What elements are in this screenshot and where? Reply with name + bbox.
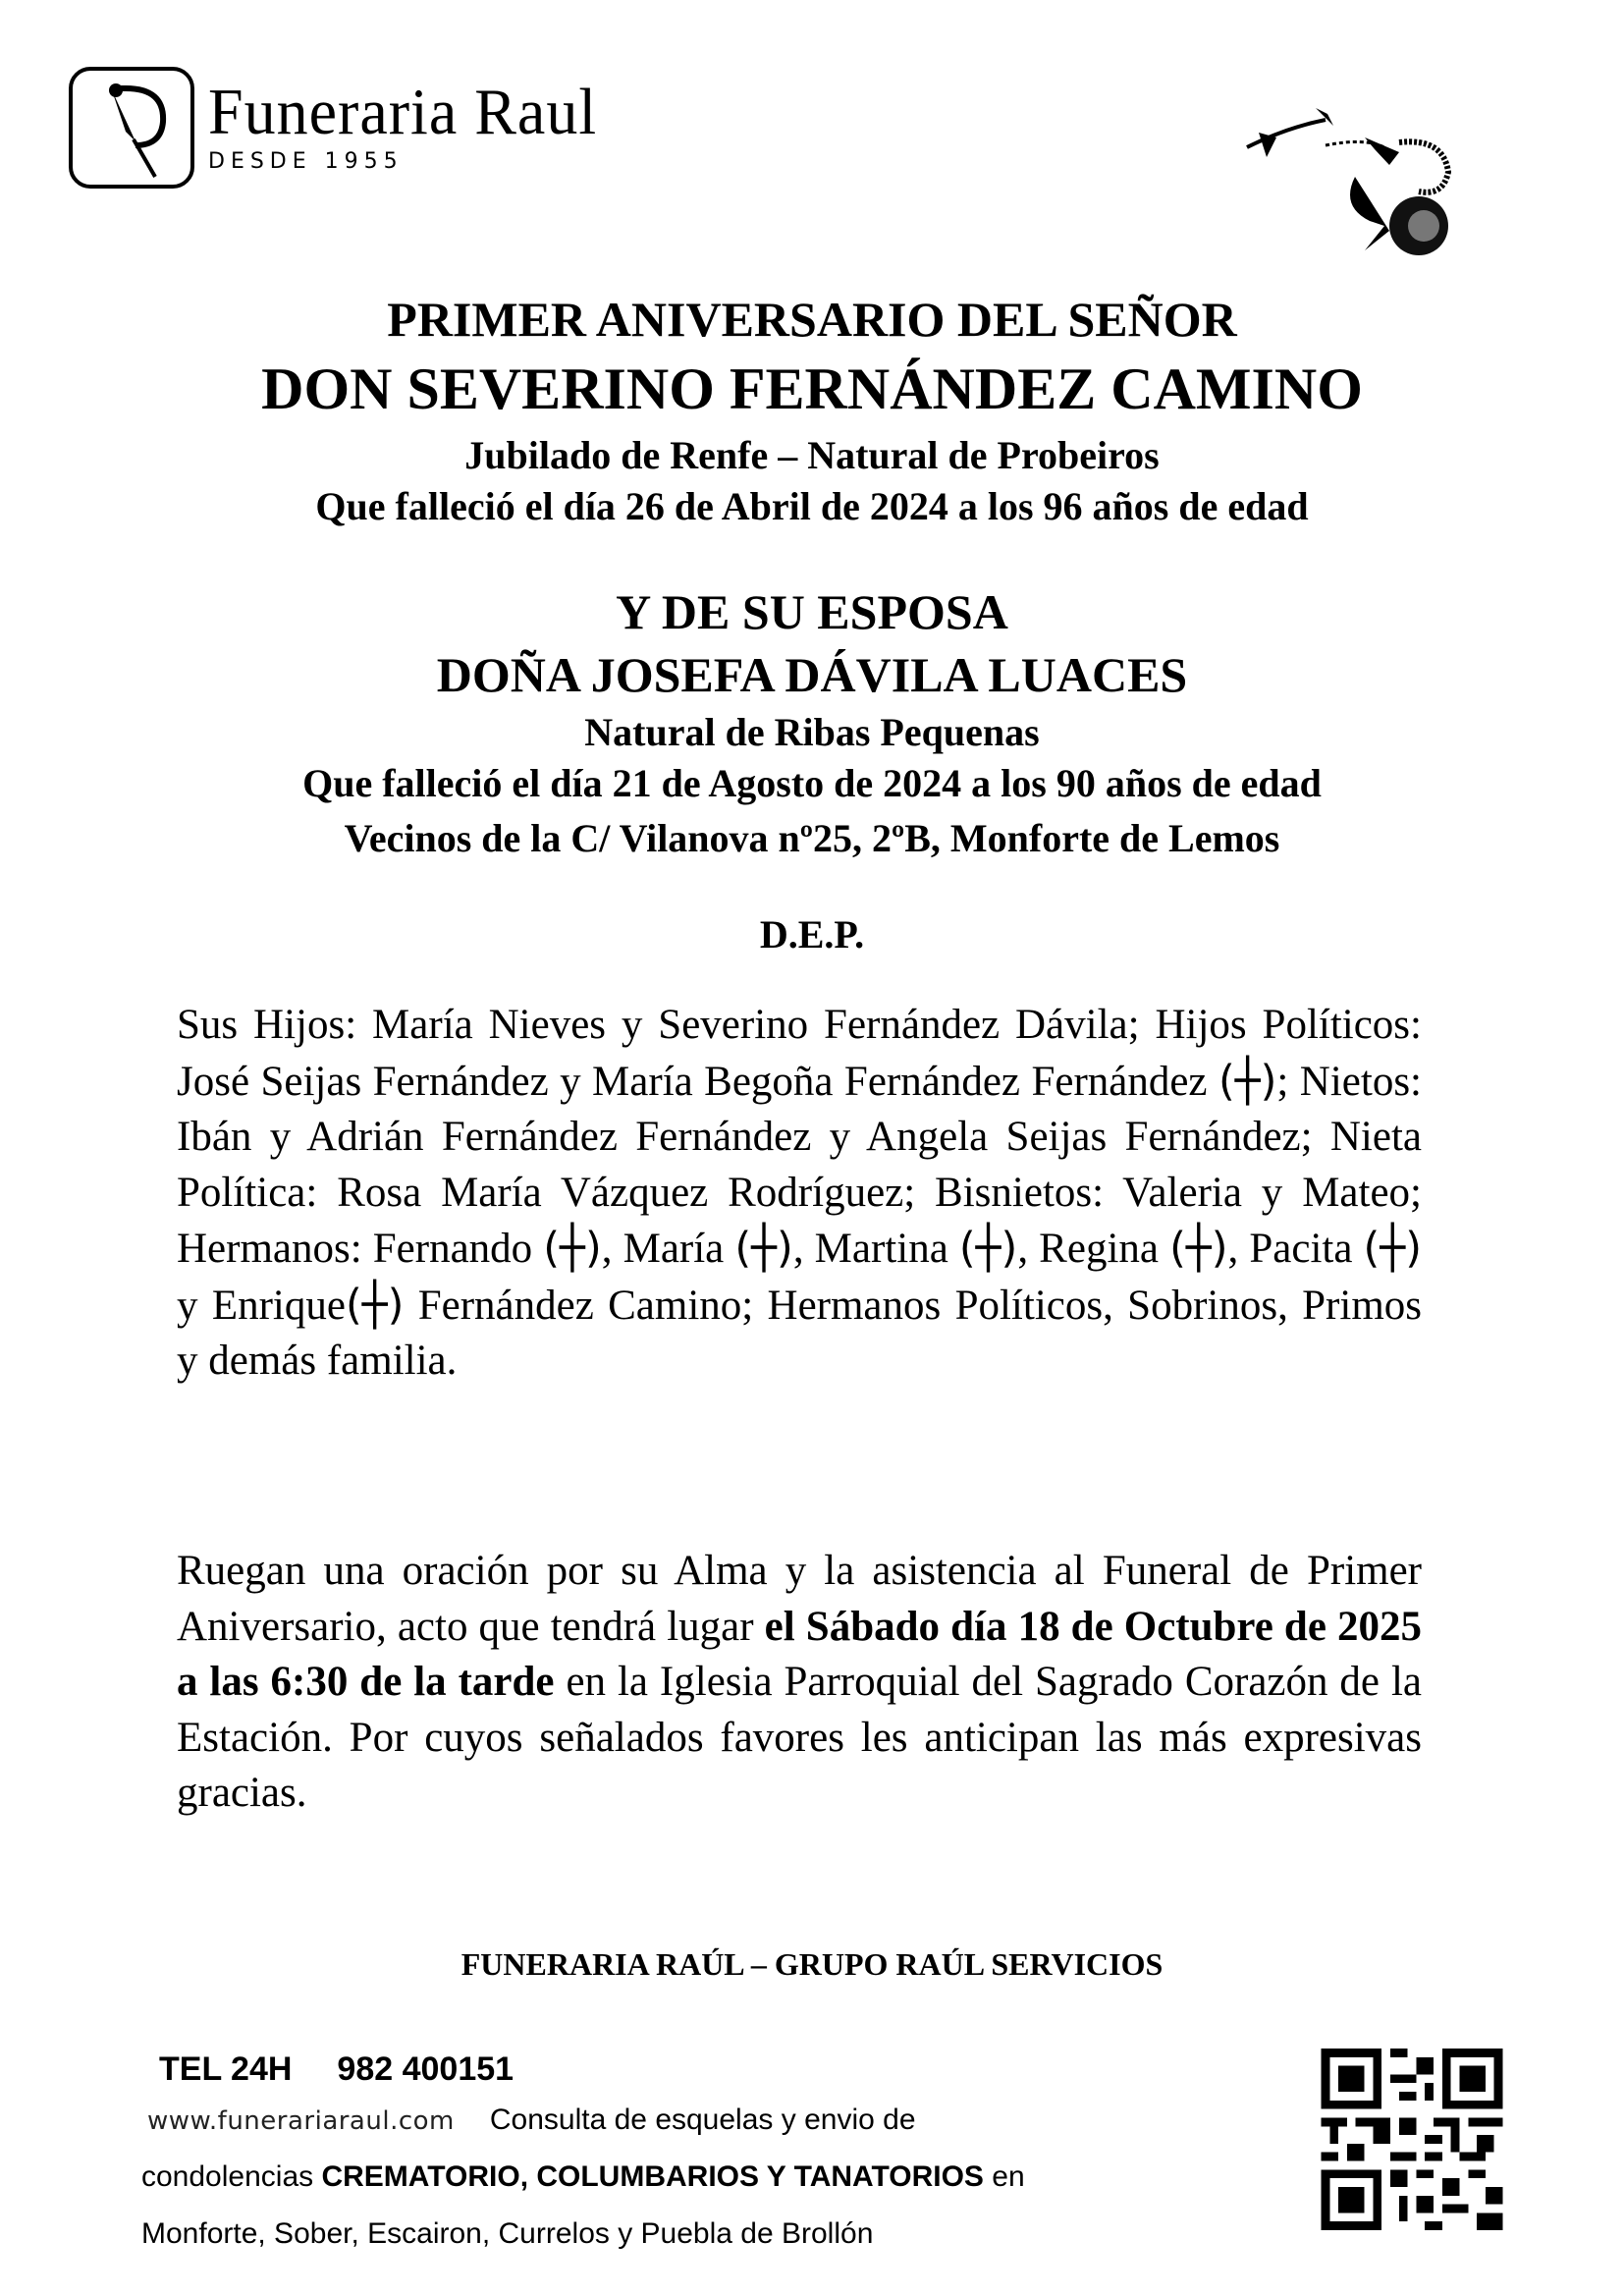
family-text: , Pacita — [1227, 1226, 1364, 1272]
invitation-paragraph — [177, 1544, 1422, 1822]
footer-group-name: FUNERARIA RAÚL – GRUPO RAÚL SERVICIOS — [460, 1946, 1164, 1982]
address: Vecinos de la C/ Vilanova nº25, 2ºB, Monforte de Lemos — [344, 816, 1280, 860]
services-text: CREMATORIO, COLUMBARIOS Y TANATORIOS — [321, 2160, 984, 2193]
invitation-intro: Ruegan una oración por su Alma y la asistencia al Funeral de Primer Aniversario, acto que tendrá lugar — [177, 1548, 1422, 1650]
ceremony-place: en la Iglesia Parroquial del Sagrado Corazón de la Estación. Por cuyos señalados favores les anticipan las más expresivas gracias. — [177, 1659, 1422, 1816]
family-text: , Regina — [1017, 1226, 1170, 1272]
ceremony-date-time: el Sábado día 18 de Octubre de 2025 a las 6:30 de la tarde — [177, 1603, 1422, 1705]
deceased-2-info: Natural de Ribas Pequenas — [584, 710, 1040, 754]
consult-text: Consulta de esquelas y envio de — [489, 2104, 916, 2136]
cross-icon: (┼) — [1363, 1224, 1422, 1273]
family-text: Sus Hijos: María Nieves y Severino Fernández Dávila; Hijos Políticos: José Seijas Fernández y María Begoña Fernández Fernández — [177, 1002, 1422, 1105]
family-text: , Martina — [792, 1226, 959, 1272]
qr-code-icon[interactable] — [1314, 2049, 1510, 2230]
services-suffix: en — [983, 2160, 1025, 2193]
family-text: , María — [601, 1226, 735, 1272]
deceased-1-info: Jubilado de Renfe – Natural de Probeiros — [464, 433, 1160, 477]
website-link[interactable]: www.funerariaraul.com — [147, 2106, 455, 2136]
flower-decoration-icon — [1218, 88, 1512, 275]
website-line — [147, 2104, 916, 2137]
logo-since: DESDE 1955 — [208, 149, 404, 174]
deceased-2-name: DOÑA JOSEFA DÁVILA LUACES — [436, 647, 1188, 702]
deceased-1-death: Que falleció el día 26 de Abril de 2024 a los 96 años de edad — [315, 484, 1309, 528]
logo-name: Funeraria Raul — [208, 75, 598, 148]
family-text: ; Nietos: Ibán y Adrián Fernández Fernández y Angela Seijas Fernández; Nieta Política: Rosa María Vázquez Rodríguez; Bisnietos: Valeria y Mateo; Hermanos: Fernando — [177, 1058, 1422, 1272]
family-text: y Enrique — [177, 1282, 346, 1329]
deceased-1-name: DON SEVERINO FERNÁNDEZ CAMINO — [261, 356, 1363, 421]
cross-icon: (┼) — [1169, 1224, 1228, 1273]
tel-label: TEL 24H — [159, 2050, 293, 2088]
rip-text: D.E.P. — [759, 912, 865, 956]
cross-icon: (┼) — [345, 1280, 405, 1330]
funeraria-logo — [69, 67, 597, 189]
tel-number[interactable]: 982 400151 — [337, 2050, 514, 2088]
phone-line — [159, 2050, 514, 2089]
cross-icon: (┼) — [543, 1224, 602, 1273]
deceased-2-death: Que falleció el día 21 de Agosto de 2024 a los 90 años de edad — [302, 761, 1322, 805]
family-text: Fernández Camino; Hermanos Políticos, Sobrinos, Primos y demás familia. — [177, 1282, 1422, 1384]
cross-icon: (┼) — [958, 1224, 1018, 1273]
cross-icon: (┼) — [1218, 1056, 1277, 1106]
family-paragraph — [177, 998, 1422, 1390]
logo-emblem-icon — [69, 67, 194, 189]
cross-icon: (┼) — [734, 1224, 793, 1273]
locations-line: Monforte, Sober, Escairon, Currelos y Puebla de Brollón — [141, 2217, 874, 2250]
services-line — [141, 2160, 1025, 2194]
anniversary-title: PRIMER ANIVERSARIO DEL SEÑOR — [387, 292, 1237, 347]
condolences-text: condolencias — [141, 2160, 322, 2193]
spouse-intro: Y DE SU ESPOSA — [616, 584, 1008, 639]
